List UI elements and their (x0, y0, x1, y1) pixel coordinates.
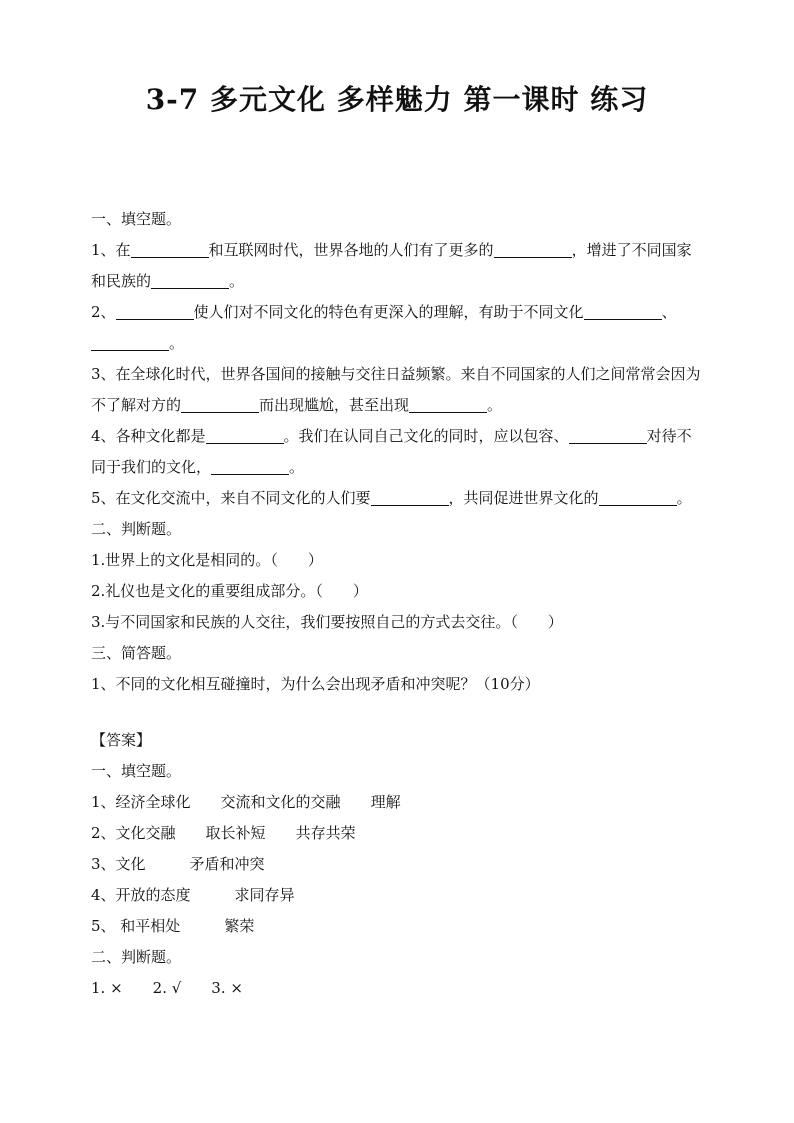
judge-item-2: 2.礼仪也是文化的重要组成部分。（ ） (91, 582, 368, 600)
answers-heading: 【答案】 (91, 731, 152, 749)
judge-item-1: 1.世界上的文化是相同的。（ ） (91, 551, 323, 569)
judge-item-3: 3.与不同国家和民族的人交往，我们要按照自己的方式去交往。（ ） (91, 613, 563, 631)
question-4: 4、各种文化都是 。我们在认同自己文化的同时，应以包容、 对待不同于我们的文化， 。 (91, 427, 692, 476)
answer-blank[interactable] (131, 239, 209, 258)
answer-blank[interactable] (151, 270, 229, 289)
answer-blank[interactable] (584, 301, 662, 320)
page-title: 3-7 多元文化 多样魅力 第一课时 练习 (145, 83, 649, 116)
question-2: 2、 使人们对不同文化的特色有更深入的理解，有助于不同文化 、。 (91, 303, 677, 352)
answer-blank[interactable] (91, 332, 169, 351)
answer-1: 1、经济全球化 交流和文化的交融 理解 (91, 793, 401, 811)
answers-judge-heading: 二、判断题。 (91, 948, 182, 966)
answer-5: 5、 和平相处 繁荣 (91, 917, 255, 935)
answers-fill-blank-heading: 一、填空题。 (91, 762, 182, 780)
answer-2: 2、文化交融 取长补短 共存共荣 (91, 824, 356, 842)
short-answer-question-1: 1、不同的文化相互碰撞时，为什么会出现矛盾和冲突呢？（10分） (91, 675, 540, 693)
answer-3: 3、文化 矛盾和冲突 (91, 855, 265, 873)
answer-blank[interactable] (211, 456, 289, 475)
question-5: 5、在文化交流中，来自不同文化的人们要 ，共同促进世界文化的 。 (91, 489, 692, 507)
section-heading-true-false: 二、判断题。 (91, 520, 182, 538)
answers-judge: 1. × 2. √ 3. × (91, 979, 243, 997)
answer-blank[interactable] (371, 487, 449, 506)
question-1: 1、在 和互联网时代，世界各地的人们有了更多的 ，增进了不同国家和民族的 。 (91, 241, 692, 290)
answer-blank[interactable] (409, 394, 487, 413)
section-heading-short-answer: 三、简答题。 (91, 644, 182, 662)
answer-blank[interactable] (569, 425, 647, 444)
answer-blank[interactable] (494, 239, 572, 258)
section-heading-fill-blank: 一、填空题。 (91, 210, 182, 228)
worksheet-content (91, 204, 703, 1004)
answer-blank[interactable] (206, 425, 284, 444)
question-3: 3、在全球化时代，世界各国间的接触与交往日益频繁。来自不同国家的人们之间常常会因为不了解对方的 而出现尴尬，甚至出现 。 (91, 365, 701, 414)
answer-blank[interactable] (599, 487, 677, 506)
answer-blank[interactable] (181, 394, 259, 413)
answer-blank[interactable] (116, 301, 194, 320)
answer-4: 4、开放的态度 求同存异 (91, 886, 295, 904)
